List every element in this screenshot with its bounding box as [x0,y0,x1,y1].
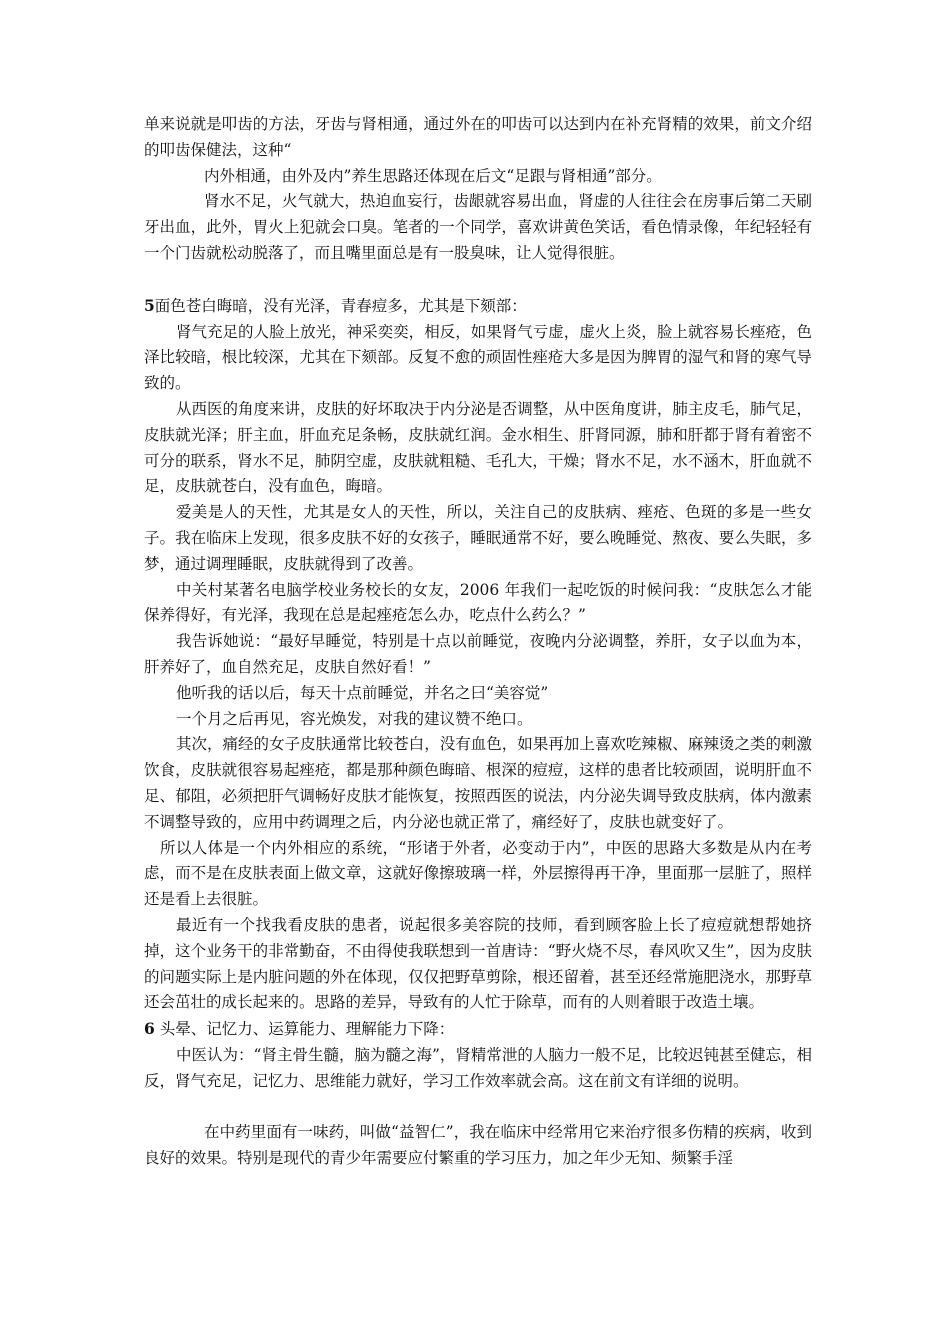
paragraph: 中医认为：“肾主骨生髓，脑为髓之海”，肾精常泄的人脑力一般不足，比较迟钝甚至健忘，相反，肾气充足，记忆力、思维能力就好，学习工作效率就会高。这在前文有详细的说明。 [144,1045,812,1090]
paragraph: 最近有一个找我看皮肤的患者，说起很多美容院的技师，看到顾客脸上长了痘痘就想帮她挤掉，这个业务干的非常勤奋，不由得使我联想到一首唐诗：“野火烧不尽，春风吹又生”，因为皮肤的问题实际上是内脏问题的外在体现，仅仅把野草剪除，根还留着，甚至还经常施肥浇水，那野草还会茁壮的成长起来的。思路的差异，导致有的人忙于除草，而有的人则着眼于改造土壤。 [144,915,812,1012]
paragraph: 他听我的话以后，每天十点前睡觉，并名之曰“美容觉” [176,683,549,702]
paragraph: 从西医的角度来讲，皮肤的好坏取决于内分泌是否调整，从中医角度讲，肺主皮毛，肺气足，皮肤就光泽；肝主血，肝血充足条畅，皮肤就红润。金水相生、肝肾同源，肺和肝都于肾有着密不可分的联系，肾水不足，肺阴空虚，皮肤就粗糙、毛孔大，干燥；肾水不足，水不涵木，肝血就不足，皮肤就苍白，没有血色，晦暗。 [144,399,812,496]
paragraph: 爱美是人的天性，尤其是女人的天性，所以，关注自己的皮肤病、痤疮、色斑的多是一些女子。我在临床上发现，很多皮肤不好的女孩子，睡眠通常不好，要么晚睡觉、熬夜、要么失眠，多梦，通过调理睡眠，皮肤就得到了改善。 [144,503,812,573]
section-heading-5 [144,293,812,320]
section-heading-6 [144,1016,812,1043]
paragraph: 其次，痛经的女子皮肤通常比较苍白，没有血色，如果再加上喜欢吃辣椒、麻辣烫之类的刺激饮食，皮肤就很容易起痤疮，都是那种颜色晦暗、根深的痘痘，这样的患者比较顽固，说明肝血不足、郁阻，必须把肝气调畅好皮肤才能恢复，按照西医的说法，内分泌失调导致皮肤病，体内激素不调整导致的，应用中药调理之后，内分泌也就正常了，痛经好了，皮肤也就变好了。 [144,735,812,831]
section-number: 5 [144,295,155,315]
paragraph: 内外相通，由外及内”养生思路还体现在后文“足跟与肾相通”部分。 [204,166,662,185]
paragraph: 单来说就是叩齿的方法，牙齿与肾相通，通过外在的叩齿可以达到内在补充肾精的效果，前文介绍的叩齿保健法，这种“ [144,115,812,159]
paragraph: 一个月之后再见，容光焕发，对我的建议赞不绝口。 [176,709,533,728]
paragraph: 在中药里面有一味药，叫做“益智仁”，我在临床中经常用它来治疗很多伤精的疾病，收到良好的效果。特别是现代的青少年需要应付繁重的学习压力，加之年少无知、频繁手淫 [144,1123,812,1168]
section-heading-text: 头晕、记忆力、运算能力、理解能力下降： [154,1020,455,1039]
paragraph: 所以人体是一个内外相应的系统，“形诸于外者，必变动于内”，中医的思路大多数是从内在考虑，而不是在皮肤表面上做文章，这就好像擦玻璃一样，外层擦得再干净，里面那一层脏了，照样还是看上去很脏。 [144,838,812,909]
document-body [144,112,812,1172]
paragraph: 肾水不足，火气就大，热迫血妄行，齿龈就容易出血，肾虚的人往往会在房事后第二天刷牙出血，此外，胃火上犯就会口臭。笔者的一个同学，喜欢讲黄色笑话，看色情录像，年纪轻轻有一个门齿就松动脱落了，而且嘴里面总是有一股臭味，让人觉得很脏。 [144,192,812,262]
section-number: 6 [144,1019,155,1039]
paragraph: 中关村某著名电脑学校业务校长的女友，2006 年我们一起吃饭的时候问我：“皮肤怎么才能保养得好，有光泽，我现在总是起痤疮怎么办，吃点什么药么？” [144,580,812,625]
paragraph: 肾气充足的人脸上放光，神采奕奕，相反，如果肾气亏虚，虚火上炎，脸上就容易长痤疮，色泽比较暗，根比较深，尤其在下颏部。反复不愈的顽固性痤疮大多是因为脾胃的湿气和肾的寒气导致的。 [144,322,812,393]
paragraph-gap [144,267,812,293]
paragraph-gap [144,1094,812,1120]
paragraph: 我告诉她说：“最好早睡觉，特别是十点以前睡觉，夜晚内分泌调整，养肝，女子以血为本，肝养好了，血自然充足，皮肤自然好看！” [144,632,812,676]
section-heading-text: 面色苍白晦暗，没有光泽，青春痘多，尤其是下颏部： [154,296,527,315]
